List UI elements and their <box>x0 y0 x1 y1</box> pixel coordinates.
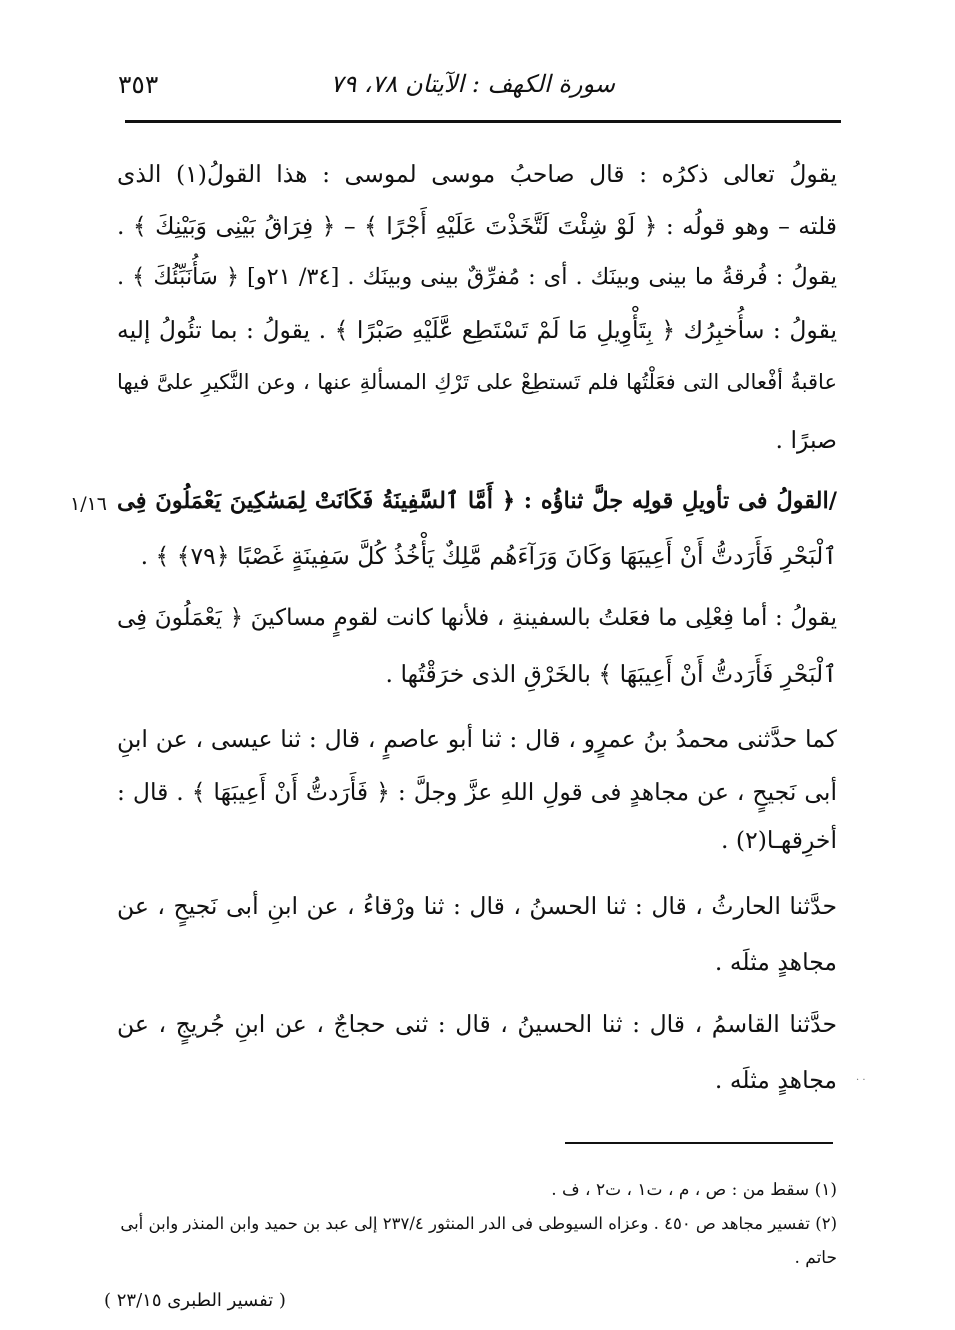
footnote: (١) سقط من : ص ، م ، ت١ ، ت٢ ، ف . <box>551 1180 837 1200</box>
footnote-rule <box>565 1142 833 1144</box>
body-line: أخرِقهـا(٢) . <box>720 826 837 854</box>
body-line: يقولُ : أما فِعْلِى ما فعَلتُ بالسفينةِ ، فلأنها كانت لقومٍ مساكينَ ﴿ يَعْمَلُونَ فِى <box>117 605 837 631</box>
section-heading-line: /القولُ فى تأويلِ قولِه جلَّ ثناؤُه : ﴿ أَمَّا ٱلسَّفِينَةُ فَكَانَتْ لِمَسَٰكِينَ يَعْمَلُونَ فِى <box>117 488 837 514</box>
page-number: ٣٥٣ <box>118 70 159 99</box>
body-line: مجاهدٍ مثلَه . <box>714 1066 837 1094</box>
body-line: كما حدَّثنى محمدُ بنُ عمرٍو ، قال : ثنا أبو عاصمٍ ، قال : ثنا عيسى ، عن ابنِ <box>117 725 837 753</box>
body-line: حدَّثنا القاسمُ ، قال : ثنا الحسينُ ، قال : ثنى حجاجٌ ، عن ابنِ جُريجٍ ، عن <box>117 1010 837 1038</box>
body-line: حدَّثنا الحارثُ ، قال : ثنا الحسنُ ، قال : ثنا ورْقاءُ ، عن ابنِ أبى نَجيحٍ ، عن <box>117 892 837 920</box>
footnote: حاتم . <box>794 1248 837 1268</box>
body-line: ٱلْبَحْرِ فَأَرَدتُّ أَنْ أَعِيبَهَا ﴾ بالخَرْقِ الذى خرَقْتُها . <box>385 660 837 688</box>
body-line: عاقبةُ أفْعالى التى فعَلْتُها فلم تَستطِعْ على تَرْكِ المسألةِ عنها ، وعن النَّكيرِ علىَّ فيها <box>117 370 837 394</box>
bottom-page-reference: ( تفسير الطبرى ٢٣/١٥ ) <box>104 1290 286 1311</box>
body-line: قلته – وهو قولُه : ﴿ لَوْ شِئْتَ لَتَّخَذْتَ عَلَيْهِ أَجْرًا ﴾ – ﴿ فِرَاقُ بَيْنِى وَبَيْنِكَ ﴾ . <box>117 212 837 240</box>
body-line: صبرًا . <box>775 426 837 454</box>
margin-dots: · · <box>856 1075 866 1086</box>
body-line: أبى نَجيحٍ ، عن مجاهدٍ فى قولِ اللهِ عزَّ وجلَّ : ﴿ فَأَرَدتُّ أَنْ أَعِيبَهَا ﴾ . قال : <box>117 778 837 806</box>
running-header-title: سورة الكهف : الآيتان ٧٨، ٧٩ <box>330 70 615 98</box>
body-line: مجاهدٍ مثلَه . <box>714 948 837 976</box>
margin-reference: ١/١٦ <box>70 493 108 515</box>
body-line: يقولُ : سأُخبِرُك ﴿ بِتَأْوِيلِ مَا لَمْ تَسْتَطِع عَّلَيْهِ صَبْرًا ﴾ . يقولُ : بما تئُولُ إليه <box>117 316 837 344</box>
footnote: (٢) تفسير مجاهد ص ٤٥٠ . وعزاه السيوطى فى الدر المنثور ٢٣٧/٤ إلى عبد بن حميد وابن المنذر وابن أبى <box>120 1214 837 1233</box>
header-rule <box>125 120 841 123</box>
body-line: يقولُ تعالى ذكرُه : قال صاحبُ موسى لموسى : هذا القولُ(١) الذى <box>117 160 837 188</box>
body-line: يقولُ : فُرقةُ ما بينى وبينَك . أى : مُفرِّقٌ بينى وبينَك . [٣٤/ ٢١و] ﴿ سَأُنَبِّئُكَ ﴾ . <box>117 264 837 290</box>
verse-line: ٱلْبَحْرِ فَأَرَدتُّ أَنْ أَعِيبَهَا وَكَانَ وَرَآءَهُم مَّلِكٌ يَأْخُذُ كُلَّ سَفِينَةٍ غَصْبًا ﴿٧٩﴾ ﴾ . <box>140 542 837 570</box>
